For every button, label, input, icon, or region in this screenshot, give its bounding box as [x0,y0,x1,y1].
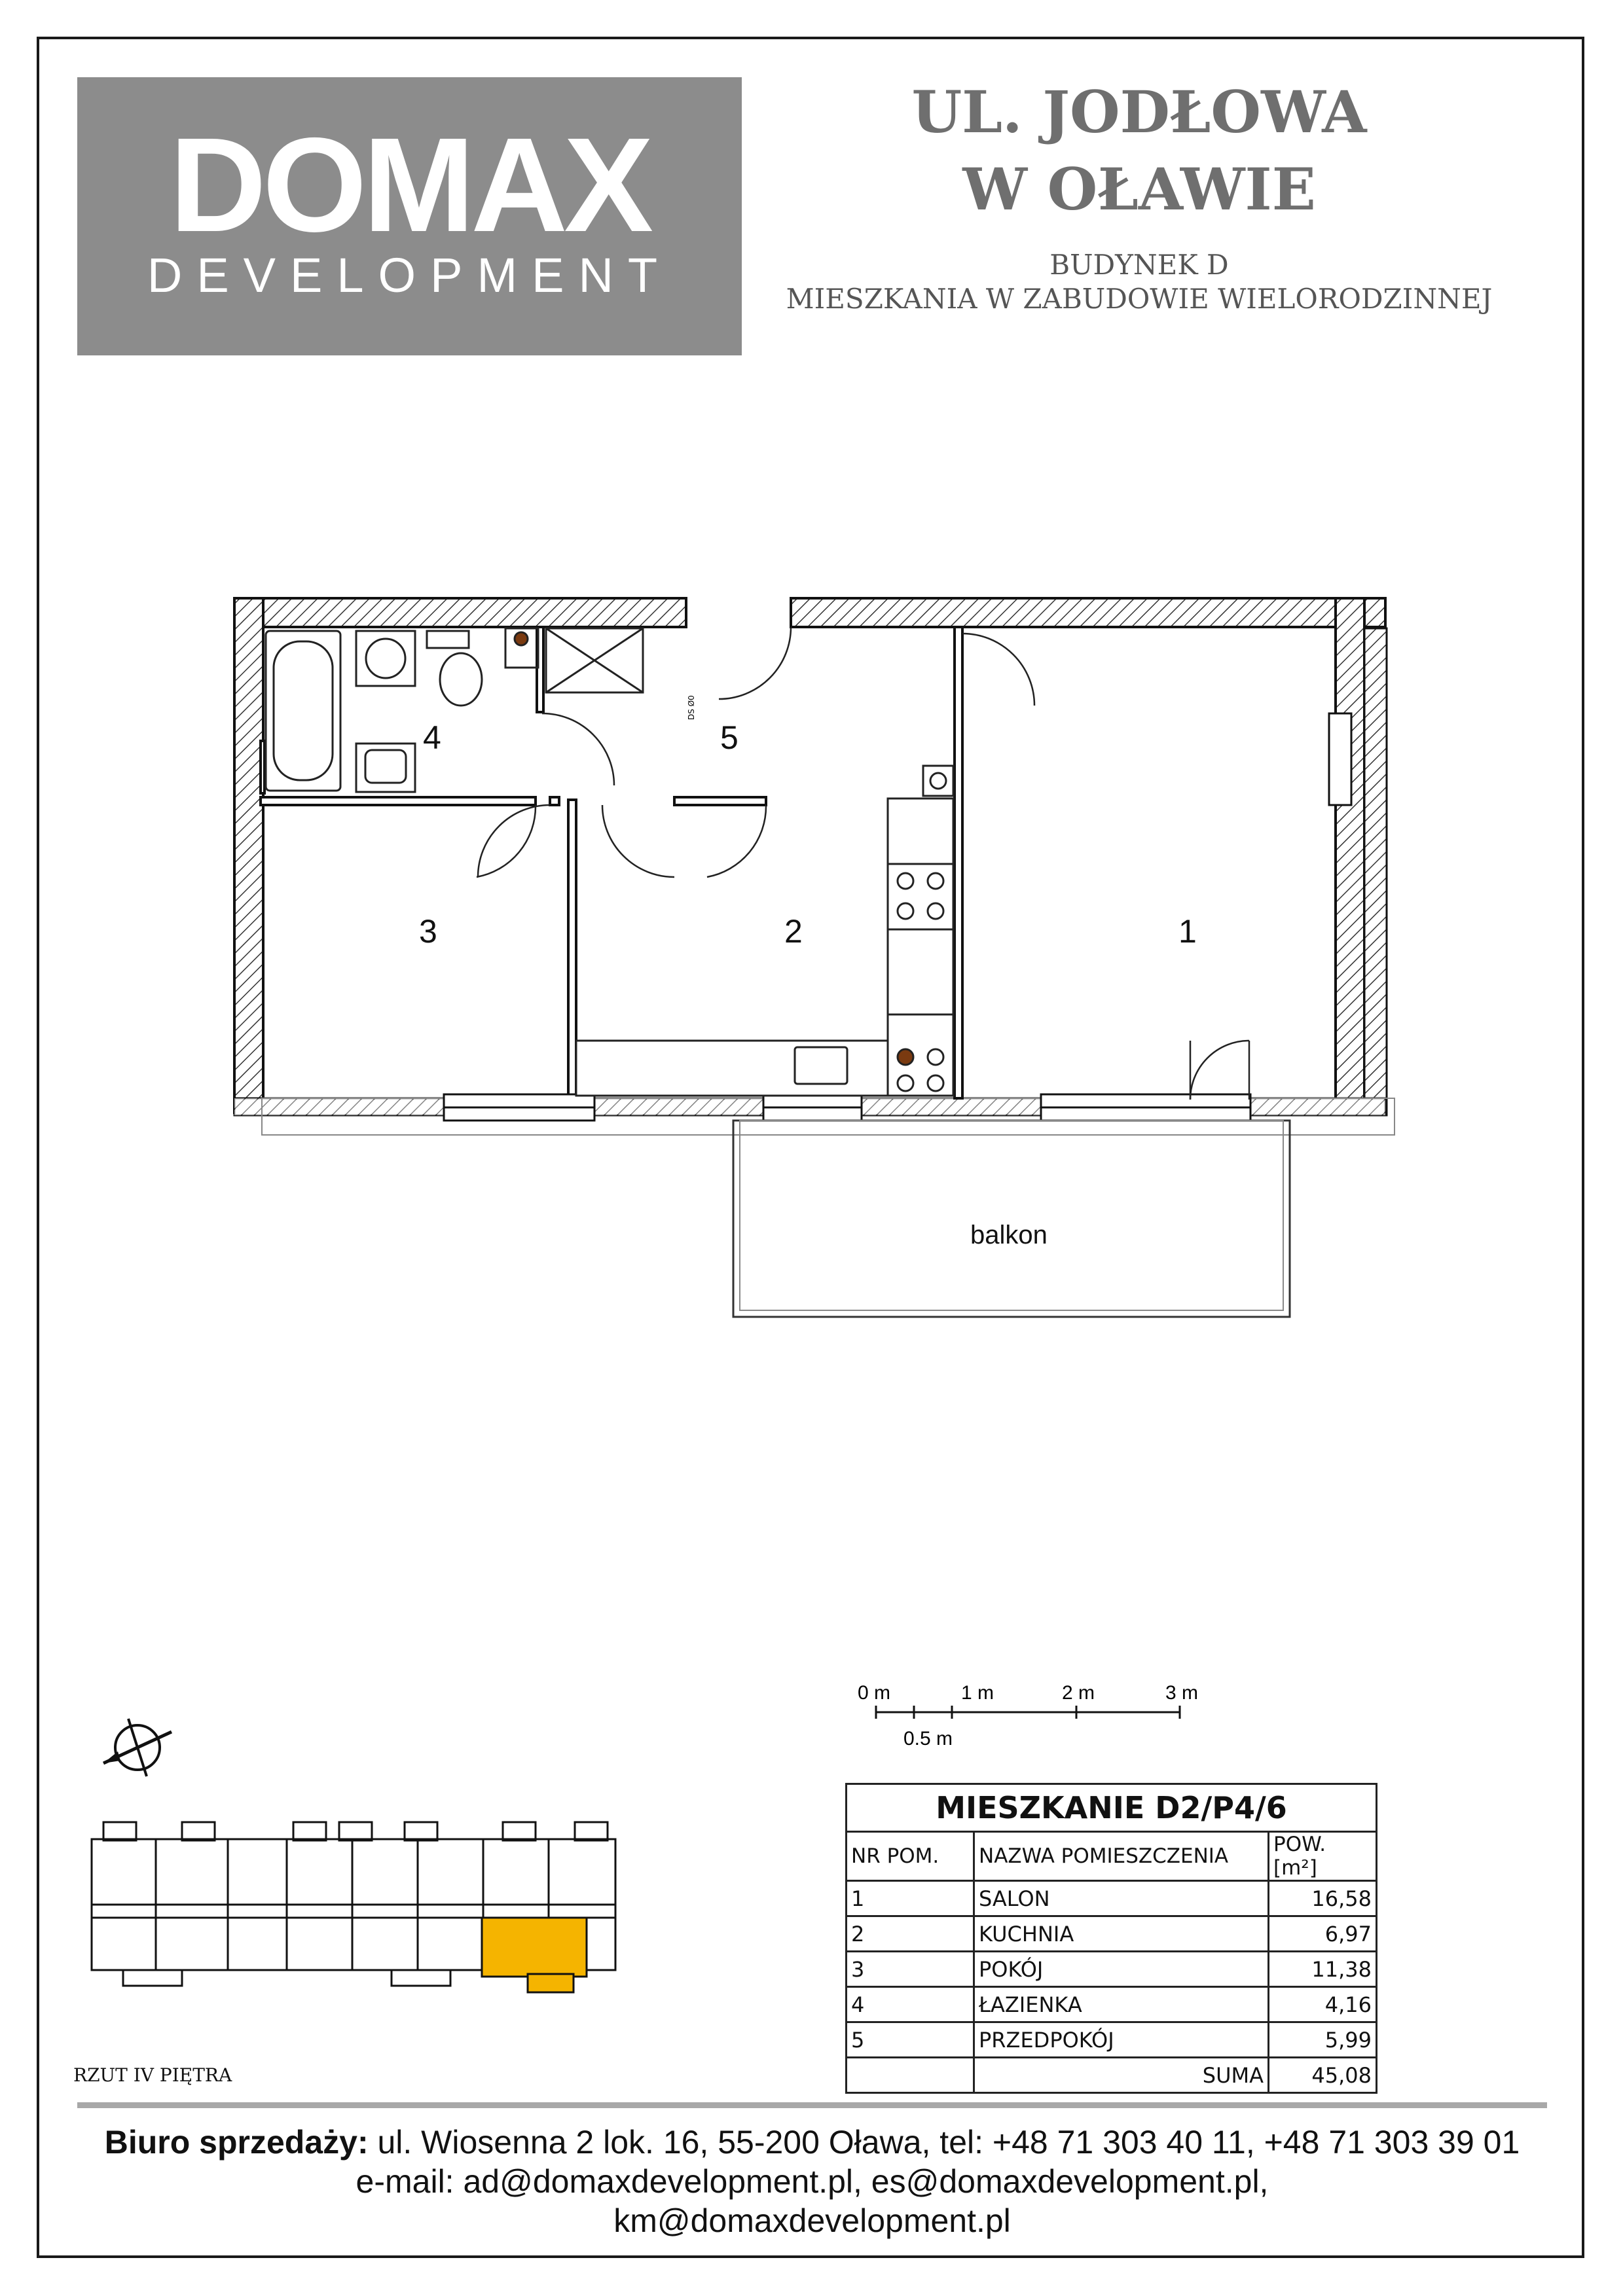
shaft-mark: DS Ø0 [687,695,696,720]
table-sum-row [847,2058,1377,2093]
room-label-2: 2 [784,913,803,950]
interior-walls [261,627,962,1098]
cell-nr: 4 [847,1987,974,2022]
scale-label-half: 0.5 m [903,1728,953,1749]
logo-sub-text: DEVELOPMENT [147,248,672,302]
title-line-1: UL. JODŁOWA [911,78,1367,146]
cell-area: 5,99 [1269,2022,1377,2058]
area-table [845,1783,1377,2094]
cell-name: PRZEDPOKÓJ [974,2022,1269,2058]
cell-nr: 5 [847,2022,974,2058]
floor-plan [223,589,1401,1335]
office-label: Biuro sprzedaży: [104,2124,369,2161]
key-plan-highlight [482,1918,587,1977]
scale-bar [851,1676,1218,1754]
table-row [847,1952,1377,1987]
footer-office-line [77,2123,1547,2162]
balcony [733,1121,1290,1317]
cell-name: ŁAZIENKA [974,1987,1269,2022]
cell-nr: 1 [847,1881,974,1916]
logo-main-text: DOMAX [169,110,650,260]
washing-machine [356,631,415,686]
footer-email-line: e-mail: ad@domaxdevelopment.pl, es@domaxdevelopment.pl, [356,2163,1269,2200]
table-header-nr: NR POM. [847,1832,974,1881]
footer-email-line-2: km@domaxdevelopment.pl [613,2202,1011,2239]
cell-area: 16,58 [1269,1881,1377,1916]
room-label-4: 4 [423,719,441,756]
toilet [427,631,482,706]
room-label-1: 1 [1178,913,1197,950]
sum-label: SUMA [974,2058,1269,2093]
cell-nr: 2 [847,1916,974,1952]
cell-area: 6,97 [1269,1916,1377,1952]
cell-name: KUCHNIA [974,1916,1269,1952]
table-header-area: POW. [m²] [1269,1832,1377,1881]
room-label-3: 3 [419,913,437,950]
scale-label-1: 1 m [961,1682,994,1704]
balcony-label: balkon [970,1221,1048,1249]
doors [477,627,1249,1100]
table-row [847,1916,1377,1952]
subtitle-line-2: MIESZKANIA W ZABUDOWIE WIELORODZINNEJ [786,283,1493,315]
title-line-2: W OŁAWIE [962,155,1316,223]
shaft [505,628,643,692]
north-arrow-icon [98,1708,177,1787]
key-plan-caption: RZUT IV PIĘTRA [73,2064,232,2086]
cell-name: POKÓJ [974,1952,1269,1987]
table-header-name: NAZWA POMIESZCZENIA [974,1832,1269,1881]
key-plan [77,1820,634,2003]
table-row [847,1987,1377,2022]
scale-label-3: 3 m [1165,1682,1199,1704]
cell-area: 4,16 [1269,1987,1377,2022]
room-label-5: 5 [720,719,739,756]
scale-label-2: 2 m [1062,1682,1095,1704]
subtitle-line-1: BUDYNEK D [1049,249,1229,281]
table-title: MIESZKANIE D2/P4/6 [847,1784,1377,1832]
sum-value: 45,08 [1269,2058,1377,2093]
company-logo [77,77,742,355]
scale-label-0: 0 m [858,1682,891,1704]
cell-name: SALON [974,1881,1269,1916]
office-address: ul. Wiosenna 2 lok. 16, 55-200 Oława, tel: +48 71 303 40 11, +48 71 303 39 01 [368,2124,1520,2161]
cell-area: 11,38 [1269,1952,1377,1987]
bathtub [266,631,340,791]
table-row [847,1881,1377,1916]
cell-nr: 3 [847,1952,974,1987]
footer-divider [77,2102,1547,2108]
table-row [847,2022,1377,2058]
washbasin [356,744,415,792]
